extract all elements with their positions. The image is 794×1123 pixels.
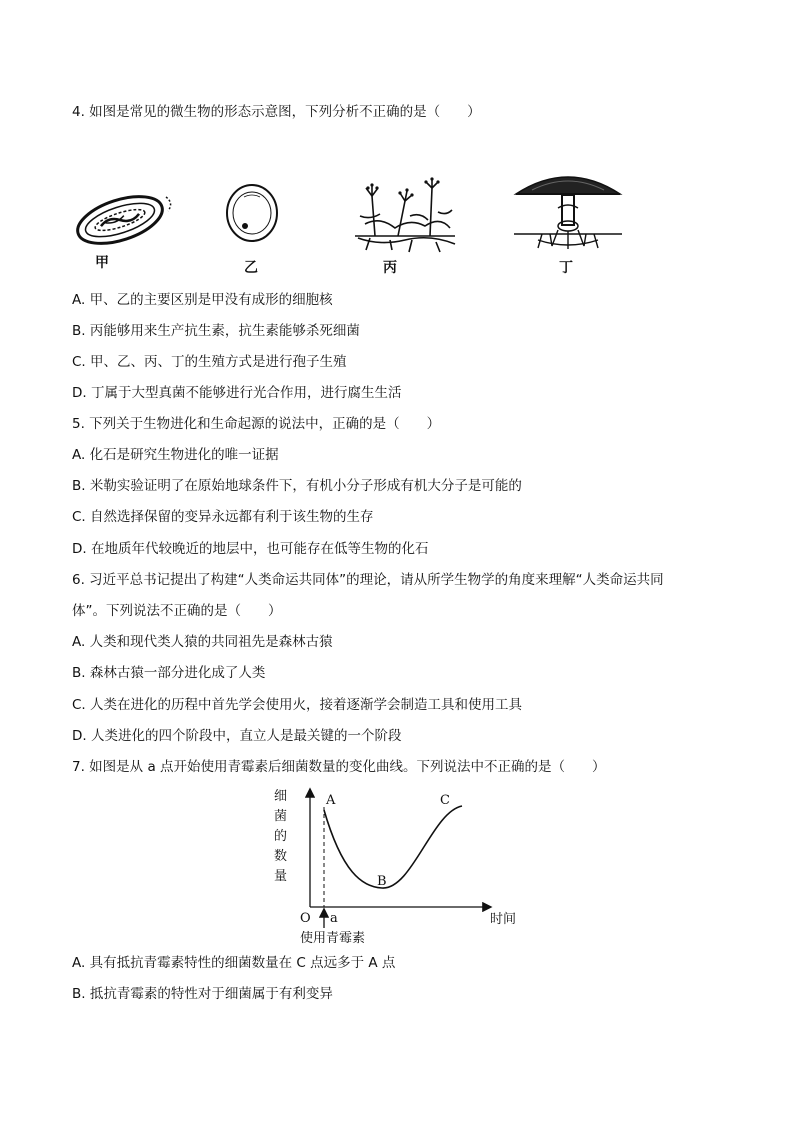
q4-option-d: D. 丁属于大型真菌不能够进行光合作用，进行腐生生活 — [72, 385, 402, 401]
q5-option-b: B. 米勒实验证明了在原始地球条件下，有机小分子形成有机大分子是可能的 — [72, 478, 522, 494]
y-label-char-5: 量 — [274, 869, 288, 884]
q6-option-c: C. 人类在进化的历程中首先学会使用火，接着逐渐学会制造工具和使用工具 — [72, 697, 523, 713]
q5-option-a: A. 化石是研究生物进化的唯一证据 — [72, 447, 279, 463]
q5-option-c: C. 自然选择保留的变异永远都有利于该生物的生存 — [72, 509, 374, 525]
y-label-char-3: 的 — [274, 829, 288, 844]
label-yi: 乙 — [244, 260, 258, 276]
q6-stem-line2: 体”。下列说法不正确的是（ ） — [72, 603, 282, 619]
label-bing: 丙 — [383, 260, 397, 276]
q5-stem: 5. 下列关于生物进化和生命起源的说法中，正确的是（ ） — [72, 416, 441, 432]
q4-option-a: A. 甲、乙的主要区别是甲没有成形的细胞核 — [72, 292, 333, 308]
y-label-char-2: 菌 — [274, 809, 288, 824]
q6-option-a: A. 人类和现代类人猿的共同祖先是森林古猿 — [72, 634, 333, 650]
q7-option-a: A. 具有抵抗青霉素特性的细菌数量在 C 点远多于 A 点 — [72, 955, 396, 971]
q6-option-d: D. 人类进化的四个阶段中，直立人是最关键的一个阶段 — [72, 728, 402, 744]
yeast-figure — [222, 183, 282, 253]
q4-option-c: C. 甲、乙、丙、丁的生殖方式是进行孢子生殖 — [72, 354, 347, 370]
arrow-caption: 使用青霉素 — [300, 931, 366, 946]
q6-option-b: B. 森林古猿一部分进化成了人类 — [72, 665, 266, 681]
point-label-a-upper: A — [326, 793, 336, 808]
point-a-label: a — [330, 911, 338, 926]
point-label-b: B — [377, 874, 387, 889]
x-axis-label: 时间 — [490, 912, 517, 927]
point-label-c: C — [440, 793, 450, 808]
bacterium-figure — [70, 185, 180, 255]
mushroom-figure — [512, 168, 624, 258]
y-label-char-1: 细 — [274, 789, 288, 804]
bacteria-curve — [324, 806, 462, 888]
q4-stem: 4. 如图是常见的微生物的形态示意图，下列分析不正确的是（ ） — [72, 104, 481, 120]
bacteria-count-graph — [262, 782, 532, 948]
label-jia: 甲 — [95, 255, 109, 271]
q6-stem-line1: 6. 习近平总书记提出了构建“人类命运共同体”的理论，请从所学生物学的角度来理解“人类命运共同 — [72, 572, 664, 588]
q5-option-d: D. 在地质年代较晚近的地层中，也可能存在低等生物的化石 — [72, 541, 429, 557]
q7-stem: 7. 如图是从 a 点开始使用青霉素后细菌数量的变化曲线。下列说法中不正确的是（ ） — [72, 759, 606, 775]
q4-option-b: B. 丙能够用来生产抗生素，抗生素能够杀死细菌 — [72, 323, 360, 339]
origin-label: O — [300, 911, 311, 926]
q7-option-b: B. 抵抗青霉素的特性对于细菌属于有利变异 — [72, 986, 333, 1002]
label-ding: 丁 — [559, 260, 573, 276]
mold-figure — [350, 176, 460, 256]
y-label-char-4: 数 — [274, 849, 288, 864]
